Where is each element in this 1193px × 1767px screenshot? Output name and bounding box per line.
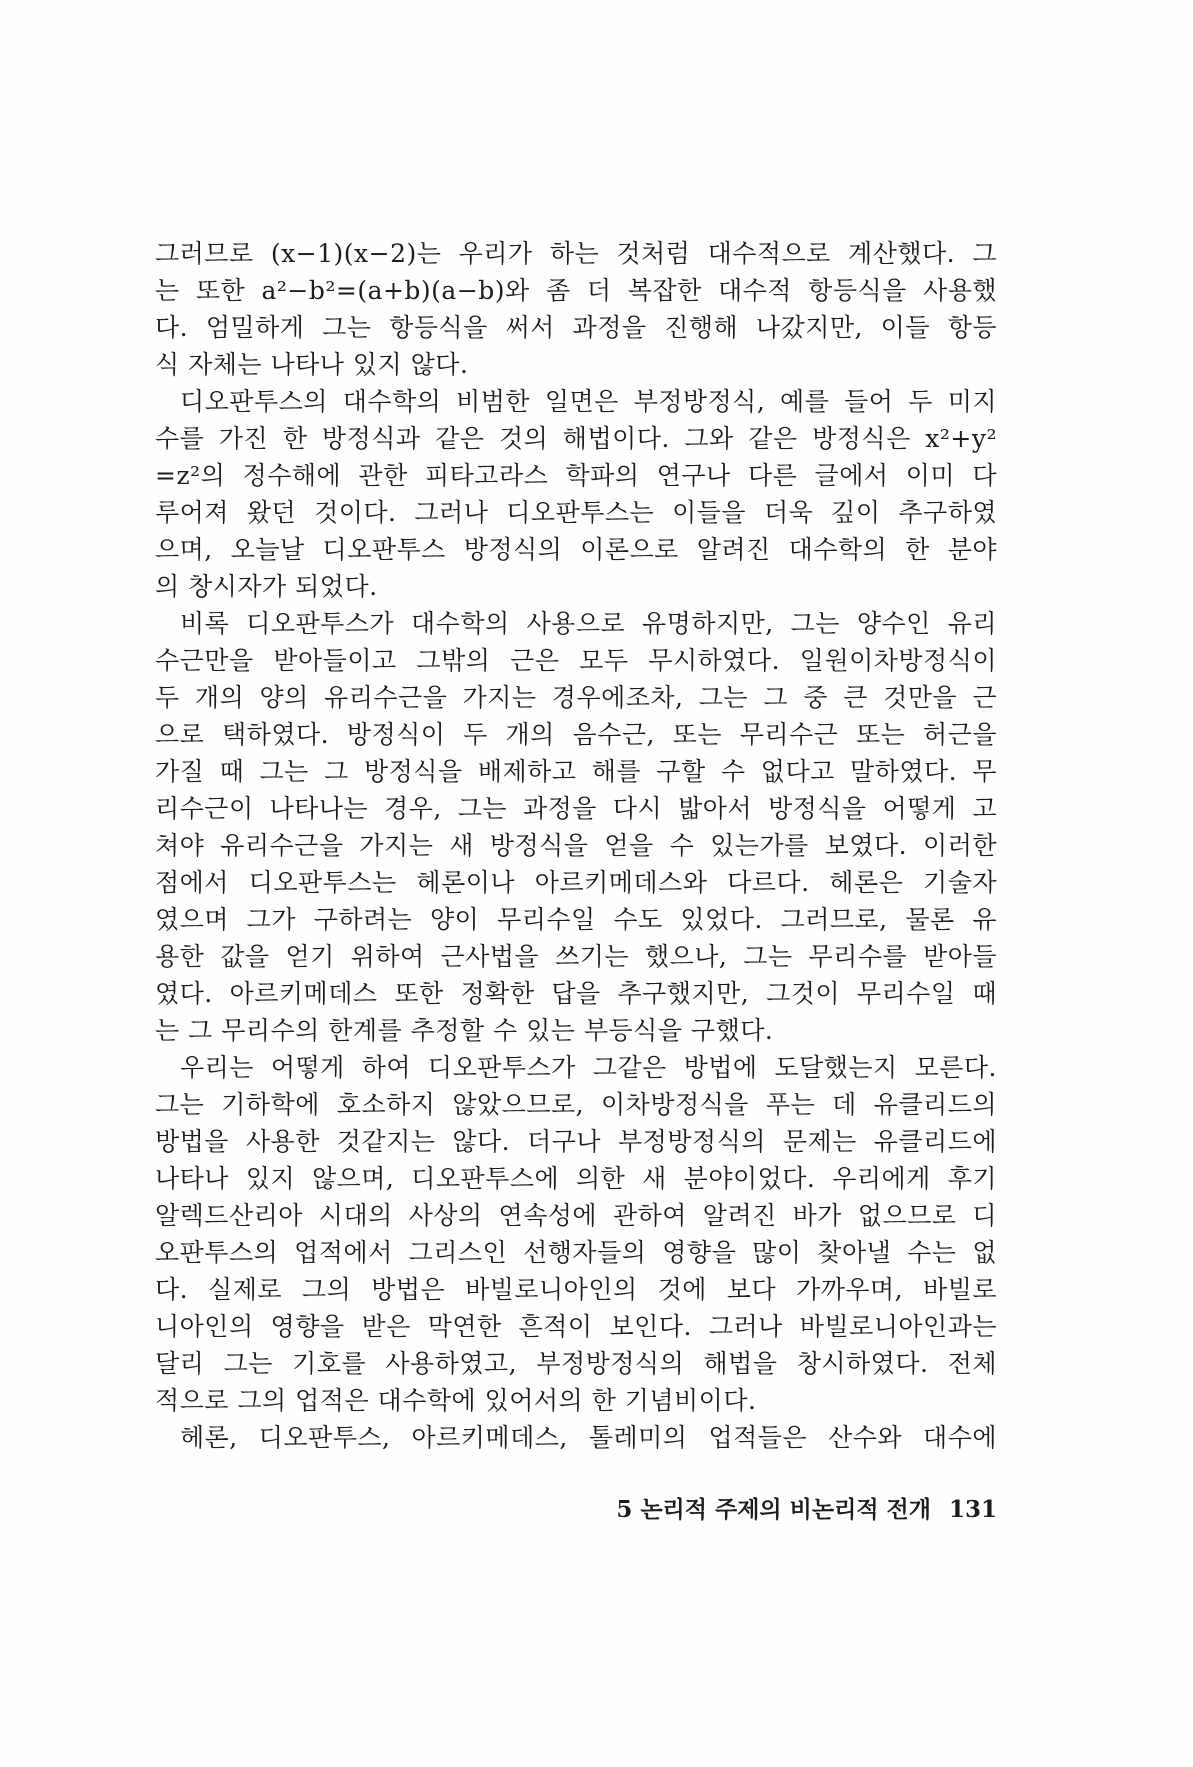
text-line-9: 으며, 오늘날 디오판투스 방정식의 이론으로 알려진 대수학의 한 분야 [155,535,997,564]
text-line-27: 알렉드산리아 시대의 사상의 연속성에 관하여 알려진 바가 없으므로 디 [155,1201,997,1230]
text-line-13: 두 개의 양의 유리수근을 가지는 경우에조차, 그는 그 중 큰 것만을 근 [155,683,997,712]
text-line-12: 수근만을 받아들이고 그밖의 근은 모두 무시하였다. 일원이차방정식이 [155,646,997,675]
text-line-16: 리수근이 나타나는 경우, 그는 과정을 다시 밟아서 방정식을 어떻게 고 [155,794,997,823]
text-line-14: 으로 택하였다. 방정식이 두 개의 음수근, 또는 무리수근 또는 허근을 [155,720,997,749]
text-line-28: 오판투스의 업적에서 그리스인 선행자들의 영향을 많이 찾아낼 수는 없 [155,1238,997,1267]
text-line-5: 디오판투스의 대수학의 비범한 일면은 부정방정식, 예를 들어 두 미지 [180,387,997,416]
page-footer [590,1490,997,1530]
text-line-21: 였다. 아르키메데스 또한 정확한 답을 추구했지만, 그것이 무리수일 때 [155,979,997,1008]
text-line-8: 루어져 왔던 것이다. 그러나 디오판투스는 이들을 더욱 깊이 추구하였 [155,498,997,527]
text-line-1: 그러므로 (x−1)(x−2)는 우리가 하는 것처럼 대수적으로 계산했다. 그 [155,239,997,268]
text-line-25: 방법을 사용한 것같지는 않다. 더구나 부정방정식의 문제는 유클리드에 [155,1127,997,1156]
text-line-10: 의 창시자가 되었다. [155,572,378,601]
text-line-31: 달리 그는 기호를 사용하였고, 부정방정식의 해법을 창시하였다. 전체 [155,1349,997,1378]
text-line-3: 다. 엄밀하게 그는 항등식을 써서 과정을 진행해 나갔지만, 이들 항등 [155,313,997,342]
text-line-18: 점에서 디오판투스는 헤론이나 아르키메데스와 다르다. 헤론은 기술자 [155,868,997,897]
text-line-32: 적으로 그의 업적은 대수학에 있어서의 한 기념비이다. [155,1386,757,1415]
text-line-7: =z²의 정수해에 관한 피타고라스 학파의 연구나 다른 글에서 이미 다 [155,461,997,490]
text-line-15: 가질 때 그는 그 방정식을 배제하고 해를 구할 수 없다고 말하였다. 무 [155,757,997,786]
text-line-22: 는 그 무리수의 한계를 추정할 수 있는 부등식을 구했다. [155,1016,774,1045]
text-line-19: 였으며 그가 구하려는 양이 무리수일 수도 있었다. 그러므로, 물론 유 [155,905,997,934]
text-line-6: 수를 가진 한 방정식과 같은 것의 해법이다. 그와 같은 방정식은 x²+y² [155,424,997,453]
text-line-4: 식 자체는 나타나 있지 않다. [155,350,469,379]
text-line-26: 나타나 있지 않으며, 디오판투스에 의한 새 분야이었다. 우리에게 후기 [155,1164,997,1193]
text-line-17: 쳐야 유리수근을 가지는 새 방정식을 얻을 수 있는가를 보였다. 이러한 [155,831,997,860]
chapter-running-title: 5 논리적 주제의 비논리적 전개 [616,1496,931,1523]
text-line-29: 다. 실제로 그의 방법은 바빌로니아인의 것에 보다 가까우며, 바빌로 [155,1275,997,1304]
text-line-2: 는 또한 a²−b²=(a+b)(a−b)와 좀 더 복잡한 대수적 항등식을 사용했 [155,276,997,305]
text-line-33: 헤론, 디오판투스, 아르키메데스, 톨레미의 업적들은 산수와 대수에 [180,1423,997,1452]
text-line-23: 우리는 어떻게 하여 디오판투스가 그같은 방법에 도달했는지 모른다. [180,1053,997,1082]
text-line-30: 니아인의 영향을 받은 막연한 흔적이 보인다. 그러나 바빌로니아인과는 [155,1312,997,1341]
text-line-11: 비록 디오판투스가 대수학의 사용으로 유명하지만, 그는 양수인 유리 [180,609,997,638]
page-number: 131 [948,1496,997,1523]
text-line-20: 용한 값을 얻기 위하여 근사법을 쓰기는 했으나, 그는 무리수를 받아들 [155,942,997,971]
text-line-24: 그는 기하학에 호소하지 않았으므로, 이차방정식을 푸는 데 유클리드의 [155,1090,997,1119]
